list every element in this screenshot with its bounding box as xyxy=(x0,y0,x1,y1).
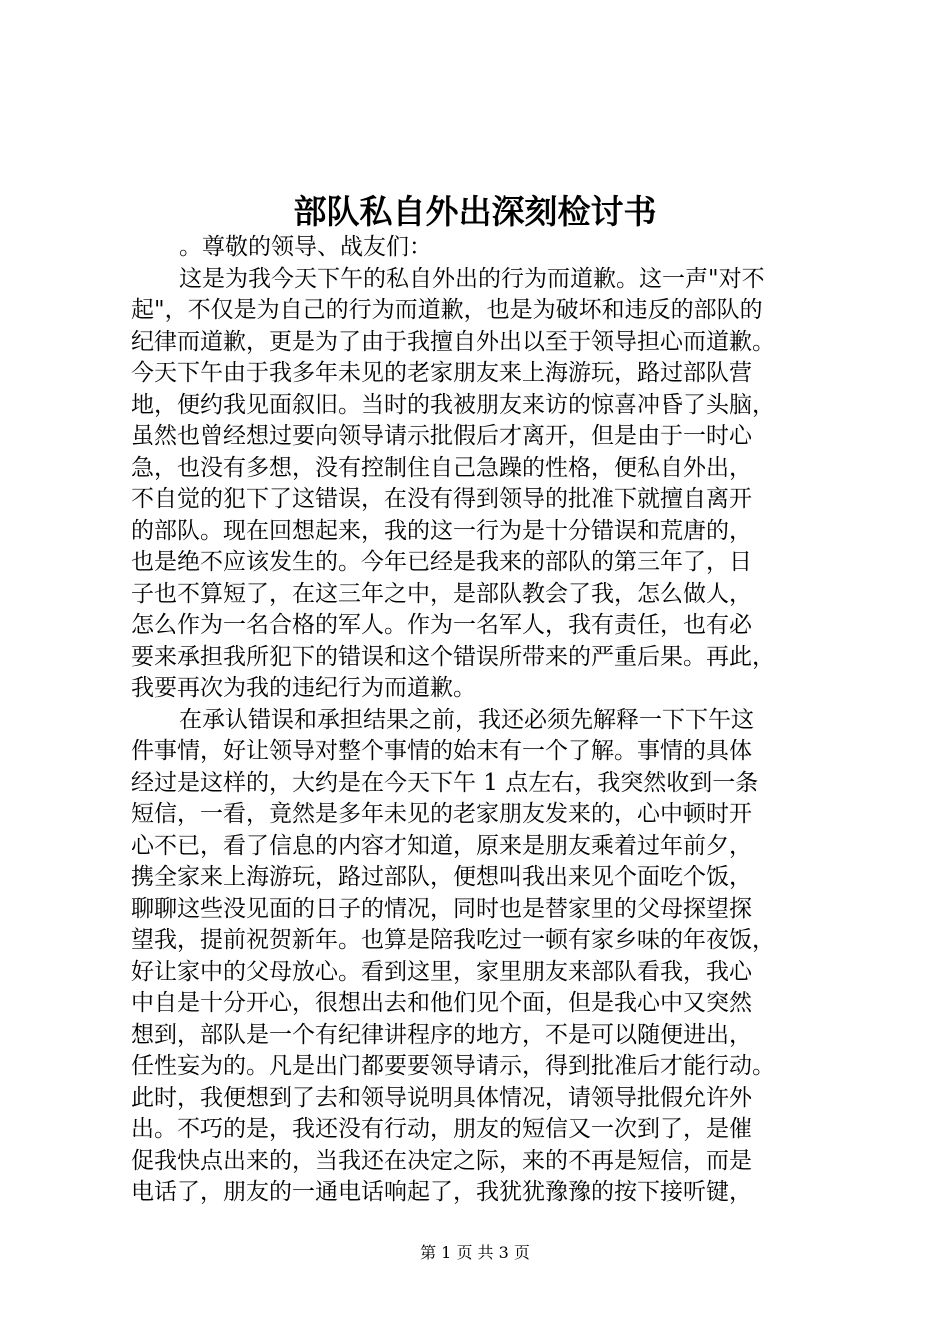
body-line: 子也不算短了，在这三年之中，是部队教会了我，怎么做人， xyxy=(131,580,752,607)
body-line: 也是绝不应该发生的。今年已经是我来的部队的第三年了，日 xyxy=(131,549,752,575)
body-line: 起"，不仅是为自己的行为而道歉，也是为破坏和违反的部队的 xyxy=(131,297,763,323)
body-line: 望我，提前祝贺新年。也算是陪我吃过一顿有家乡味的年夜饭， xyxy=(131,927,775,953)
body-line: 这是为我今天下午的私自外出的行为而道歉。这一声"对不 xyxy=(179,265,765,292)
body-line: 怎么作为一名合格的军人。作为一名军人，我有责任，也有必 xyxy=(131,612,752,638)
body-line: 出。不巧的是，我还没有行动，朋友的短信又一次到了，是催 xyxy=(131,1116,752,1142)
body-line: 不自觉的犯下了这错误，在没有得到领导的批准下就擅自离开 xyxy=(131,486,752,512)
body-line: 任性妄为的。凡是出门都要要领导请示，得到批准后才能行动。 xyxy=(131,1053,775,1079)
document-title: 部队私自外出深刻检讨书 xyxy=(293,192,657,231)
body-line: 在承认错误和承担结果之前，我还必须先解释一下下午这 xyxy=(179,706,754,733)
body-line: 件事情，好让领导对整个事情的始末有一个了解。事情的具体 xyxy=(131,738,752,764)
body-line: 我要再次为我的违纪行为而道歉。 xyxy=(131,675,476,701)
body-line: 的部队。现在回想起来，我的这一行为是十分错误和荒唐的， xyxy=(131,517,752,544)
body-line: 地，便约我见面叙旧。当时的我被朋友来访的惊喜冲昏了头脑， xyxy=(131,391,775,418)
body-line: 想到，部队是一个有纪律讲程序的地方，不是可以随便进出， xyxy=(131,1021,752,1048)
body-line: 短信，一看，竟然是多年未见的老家朋友发来的，心中顿时开 xyxy=(131,801,752,827)
body-line: 此时，我便想到了去和领导说明具体情况，请领导批假允许外 xyxy=(131,1084,752,1111)
body-line: 促我快点出来的，当我还在决定之际，来的不再是短信，而是 xyxy=(131,1147,752,1174)
body-line: 今天下午由于我多年未见的老家朋友来上海游玩，路过部队营 xyxy=(131,360,752,386)
body-line: 急，也没有多想，没有控制住自己急躁的性格，便私自外出， xyxy=(131,454,752,481)
body-line: 中自是十分开心，很想出去和他们见个面，但是我心中又突然 xyxy=(131,990,752,1016)
document-body xyxy=(131,232,853,1209)
body-line: 携全家来上海游玩，路过部队，便想叫我出来见个面吃个饭， xyxy=(131,864,752,890)
body-line: 聊聊这些没见面的日子的情况，同时也是替家里的父母探望探 xyxy=(131,895,752,922)
salutation-line: 。尊敬的领导、战友们： xyxy=(179,234,432,260)
body-line: 好让家中的父母放心。看到这里，家里朋友来部队看我，我心 xyxy=(131,958,752,985)
body-line: 虽然也曾经想过要向领导请示批假后才离开，但是由于一时心 xyxy=(131,423,752,449)
body-line: 要来承担我所犯下的错误和这个错误所带来的严重后果。再此， xyxy=(131,643,775,670)
body-line: 心不已，看了信息的内容才知道，原来是朋友乘着过年前夕， xyxy=(131,832,752,859)
body-line: 纪律而道歉，更是为了由于我擅自外出以至于领导担心而道歉。 xyxy=(131,328,775,355)
page-number-footer: 第 1 页 共 3 页 xyxy=(420,1243,530,1262)
body-line: 电话了，朋友的一通电话响起了，我犹犹豫豫的按下接听键， xyxy=(131,1179,752,1205)
body-line: 经过是这样的，大约是在今天下午 1 点左右，我突然收到一条 xyxy=(131,769,759,796)
